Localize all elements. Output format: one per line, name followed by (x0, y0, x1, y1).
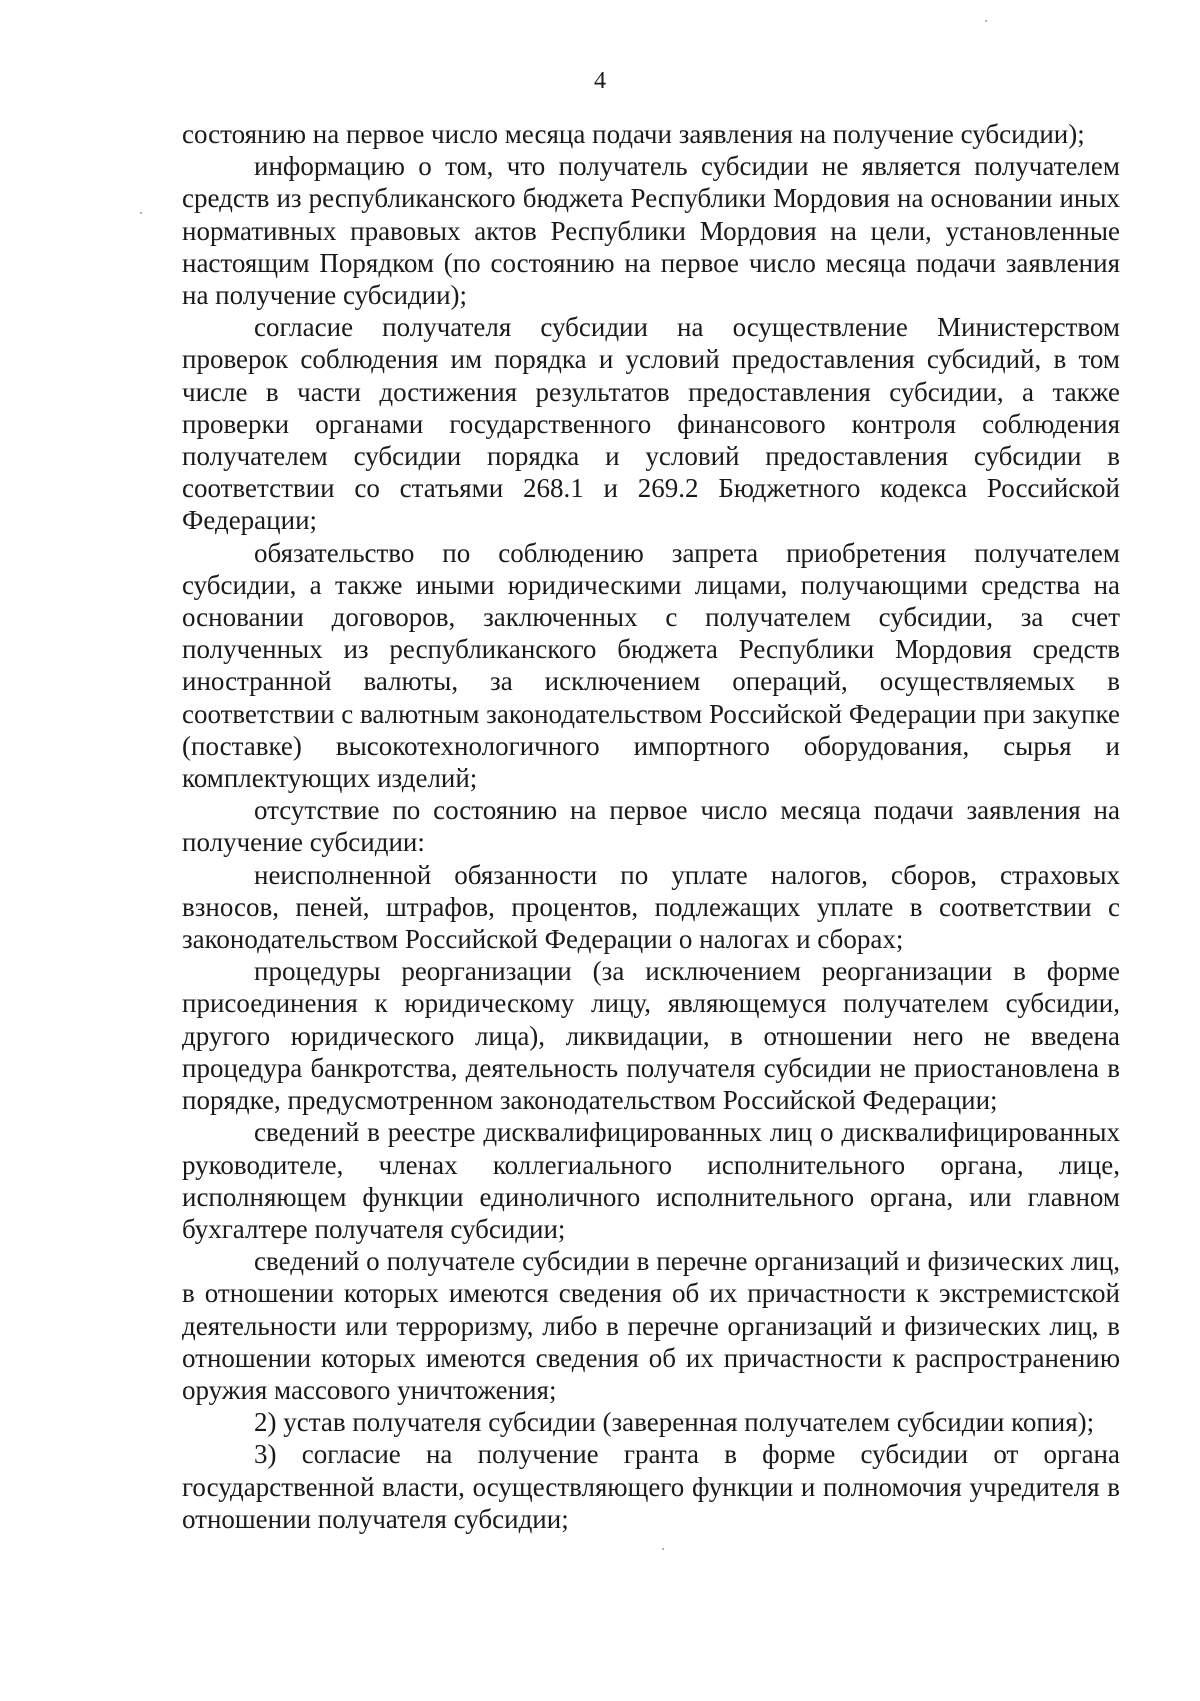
document-body (182, 118, 1120, 1535)
page-number: 4 (594, 68, 606, 94)
paragraph: 2) устав получателя субсидии (заверенная получателем субсидии копия); (254, 1407, 1095, 1438)
paragraph: сведений в реестре дисквалифицированных лиц о дисквалифицированных руководителе, членах коллегиального исполнительного органа, лице, исполняющем функции единоличного исполнительного органа, или главном бухгалтере получателя субсидии; (182, 1117, 1120, 1244)
scan-speck (140, 212, 142, 214)
paragraph: неисполненной обязанности по уплате налогов, сборов, страховых взносов, пеней, штрафов, процентов, подлежащих уплате в соответствии с законодательством Российской Федерации о налогах и сборах; (182, 859, 1120, 955)
paragraph: состоянию на первое число месяца подачи заявления на получение субсидии); (182, 119, 1085, 149)
scan-speck (662, 1548, 664, 1550)
paragraph: 3) согласие на получение гранта в форме субсидии от органа государственной власти, осуществляющего функции и полномочия учредителя в отношении получателя субсидии; (182, 1439, 1120, 1534)
paragraph: информацию о том, что получатель субсидии не является получателем средств из республиканского бюджета Республики Мордовия на основании иных нормативных правовых актов Республики Мордовия на цели, установленные настоящим Порядком (по состоянию на первое число месяца подачи заявления на получение субсидии); (182, 151, 1120, 311)
scan-speck (985, 20, 987, 22)
paragraph: согласие получателя субсидии на осуществление Министерством проверок соблюдения им порядка и условий предоставления субсидий, в том числе в части достижения результатов предоставления субсидии, а также проверки органами государственного финансового контроля соблюдения получателем субсидии порядка и условий предоставления субсидии в соответствии со статьями 268.1 и 269.2 Бюджетного кодекса Российской Федерации; (182, 312, 1120, 536)
paragraph: обязательство по соблюдению запрета приобретения получателем субсидии, а также иными юридическими лицами, получающими средства на основании договоров, заключенных с получателем субсидии, за счет полученных из республиканского бюджета Республики Мордовия средств иностранной валюты, за исключением операций, осуществляемых в соответствии с валютным законодательством Российской Федерации при закупке (поставке) высокотехнологичного импортного оборудования, сырья и комплектующих изделий; (182, 537, 1120, 794)
paragraph: сведений о получателе субсидии в перечне организаций и физических лиц, в отношении которых имеются сведения об их причастности к экстремистской деятельности или терроризму, либо в перечне организаций и физических лиц, в отношении которых имеются сведения об их причастности к распространению оружия массового уничтожения; (182, 1246, 1120, 1405)
paragraph: процедуры реорганизации (за исключением реорганизации в форме присоединения к юридическому лицу, являющемуся получателем субсидии, другого юридического лица), ликвидации, в отношении него не введена процедура банкротства, деятельность получателя субсидии не приостановлена в порядке, предусмотренном законодательством Российской Федерации; (182, 956, 1120, 1116)
paragraph: отсутствие по состоянию на первое число месяца подачи заявления на получение субсидии: (182, 795, 1120, 858)
